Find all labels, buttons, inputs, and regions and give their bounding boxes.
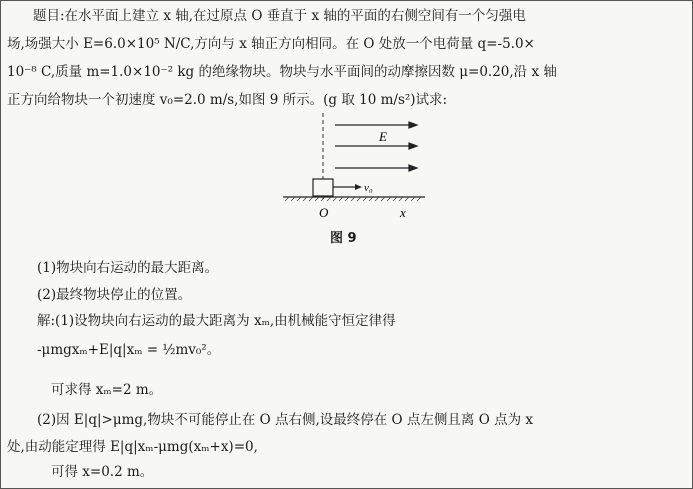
solution-line-3: 处,由动能定理得 E|q|xₘ-μmg(xₘ+x)=0, xyxy=(7,439,258,455)
x-axis-label: x xyxy=(400,205,406,220)
energy-equation: -μmgxₘ+E|q|xₘ = ½mv₀²。 xyxy=(37,342,221,358)
origin-label: O xyxy=(319,205,329,220)
question-2: (2)最终物块停止的位置。 xyxy=(37,287,192,303)
figure-caption: 图 9 xyxy=(330,231,357,246)
solution-line-2: (2)因 E|q|>μmg,物块不可能停止在 O 点右侧,设最终停在 O 点左侧且离 O 点为 x xyxy=(37,412,533,428)
question-1: (1)物块向右运动的最大距离。 xyxy=(37,260,219,276)
result-1: 可求得 xₘ=2 m。 xyxy=(51,382,163,398)
velocity-label: v₀ xyxy=(364,182,373,194)
field-label-E: E xyxy=(379,129,387,144)
result-2: 可得 x=0.2 m。 xyxy=(51,464,154,480)
problem-line-1: 题目:在水平面上建立 x 轴,在过原点 O 垂直于 x 轴的平面的右侧空间有一个匀强电 xyxy=(33,8,526,24)
electric-field-arrows xyxy=(335,122,417,171)
block xyxy=(313,179,333,196)
problem-line-3: 10⁻⁸ C,质量 m=1.0×10⁻² kg 的绝缘物块。物块与水平面间的动摩擦因数 μ=0.20,沿 x 轴 xyxy=(7,64,557,80)
solution-line-1: 解:(1)设物块向右运动的最大距离为 xₘ,由机械能守恒定律得 xyxy=(37,313,396,329)
problem-line-4: 正方向给物块一个初速度 v₀=2.0 m/s,如图 9 所示。(g 取 10 m/s²)试求: xyxy=(7,92,448,108)
figure-9-diagram xyxy=(275,113,455,245)
problem-line-2: 场,场强大小 E=6.0×10⁵ N/C,方向与 x 轴正方向相同。在 O 处放一个电荷量 q=-5.0× xyxy=(7,36,535,52)
